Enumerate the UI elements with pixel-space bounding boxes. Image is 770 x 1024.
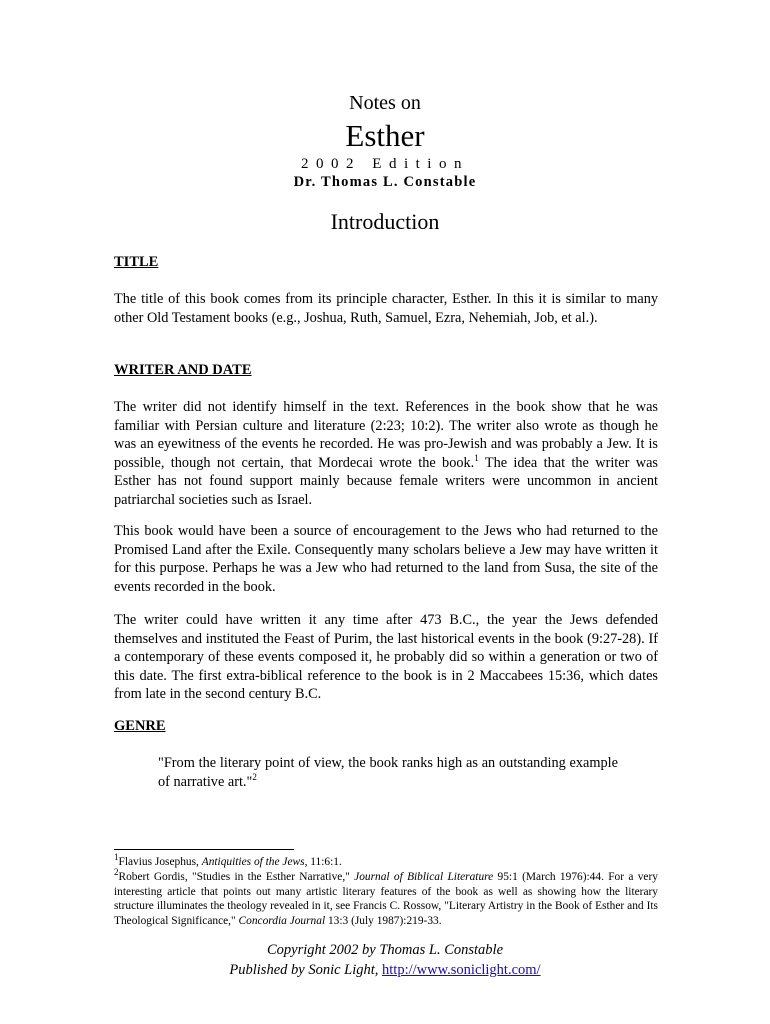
published-by-text: Published by Sonic Light, [229,962,383,978]
footnote-1-text-b: , 11:6:1. [304,856,342,868]
published-line [0,962,770,979]
writer-paragraph-1-text-a: The writer did not identify himself in the text. References in the book show that he was familiar with Persian culture and literature (2:23; 10:2). The writer also wrote as though he was an eyewitness of the events he recorded. He was pro-Jewish and was probably a Jew. It is possible, though not certain, that Mordecai wrote the book. [114,399,658,471]
writer-paragraph-1-text-b: The idea that the writer was Esther has not found support mainly because female writers were uncommon in ancient patriarchal societies such as Israel. [114,454,658,508]
footnote-2-italic-2: Concordia Journal [238,914,326,927]
footnote-2-number: 2 [114,867,119,878]
writer-paragraph-3: The writer could have written it any time after 473 B.C., the year the Jews defended themselves and instituted the Feast of Purim, the last historical events in the book (9:27-28). If a contemporary of these events composed it, he probably did so within a generation or two of this date. The first extra-biblical reference to the book is in 2 Maccabees 15:36, which dates from late in the second century B.C. [114,612,658,702]
title-paragraph: The title of this book comes from its principle character, Esther. In this it is similar to many other Old Testament books (e.g., Joshua, Ruth, Samuel, Ezra, Nehemiah, Job, et al.). [114,291,658,326]
writer-paragraph-1 [114,398,658,509]
heading-title: TITLE [114,254,159,270]
writer-paragraph-2: This book would have been a source of encouragement to the Jews who had returned to the Promised Land after the Exile. Consequently many scholars believe a Jew may have written it for this purpose. Perhaps he was a Jew who had returned to the land from Susa, the site of the events recorded in the book. [114,523,658,595]
book-title: Esther [345,118,425,153]
footnote-1-number: 1 [114,852,119,863]
footnote-divider [114,849,294,850]
footnote-2-text-a: Robert Gordis, "Studies in the Esther Narrative," [118,871,355,883]
edition-label: 2002 Edition [301,156,469,172]
notes-on-label: Notes on [349,92,421,114]
heading-genre: GENRE [114,718,166,734]
footnote-2-text-c: 13:3 (July 1987):219-33. [325,914,442,927]
footnote-1-text-a: Flavius Josephus, [118,856,202,868]
footnote-ref-1[interactable]: 1 [474,452,479,463]
genre-quote-text: "From the literary point of view, the book ranks high as an outstanding example of narrative art." [158,755,618,790]
section-title: Introduction [330,209,440,234]
soniclight-link[interactable]: http://www.soniclight.com/ [382,962,541,978]
footnote-1-italic: Antiquities of the Jews [201,856,305,868]
author-name: Dr. Thomas L. Constable [293,174,477,190]
footnote-2-text-b: 95:1 (March 1976):44. For a very interesting article that points out many artistic literary features of the book as well as showing how the literary structure illuminates the theology revealed in it, see Francis C. Rossow, "Literary Artistry in the Book of Esther and Its Theological Significance," [114,871,658,927]
footnote-2 [114,867,658,928]
genre-quote [158,754,618,791]
footnote-2-italic-1: Journal of Biblical Literature [354,871,494,883]
footnote-1 [114,852,658,870]
footnote-ref-2[interactable]: 2 [252,771,257,782]
copyright-line: Copyright 2002 by Thomas L. Constable [266,942,504,958]
heading-writer-and-date: WRITER AND DATE [114,362,252,378]
